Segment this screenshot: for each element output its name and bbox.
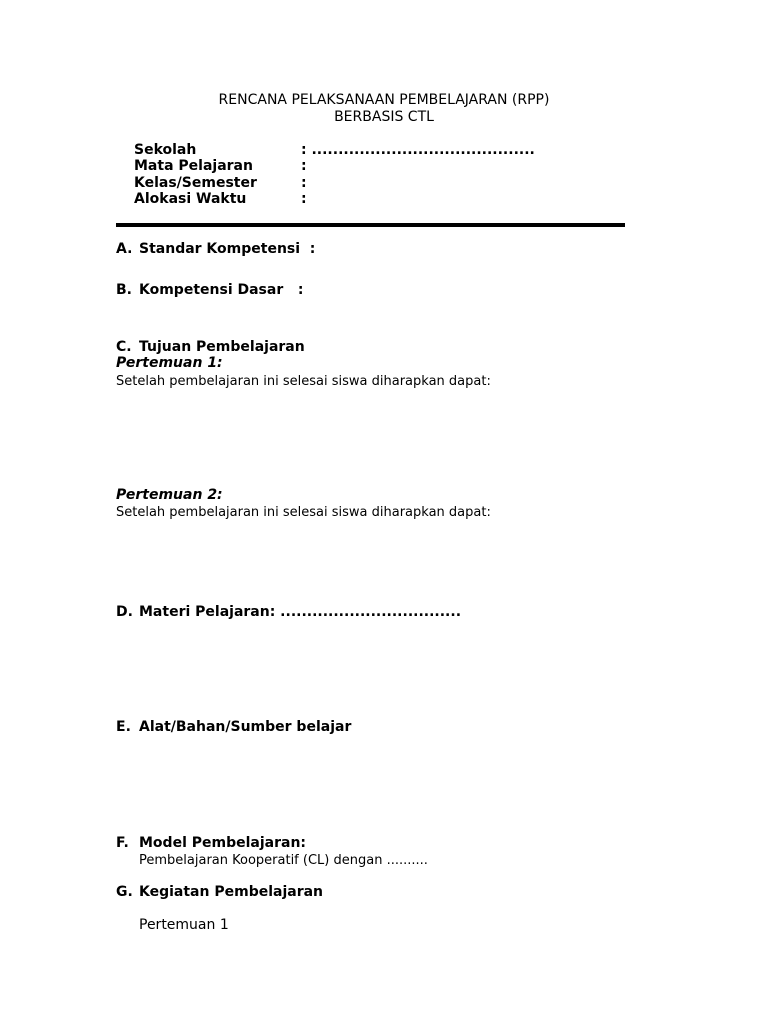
meeting-2-heading: Pertemuan 2: — [116, 487, 223, 503]
section-d-letter: D. — [116, 604, 133, 620]
school-label: Sekolah — [134, 142, 197, 158]
section-b-title: Kompetensi Dasar : — [139, 282, 304, 298]
section-e-title: Alat/Bahan/Sumber belajar — [139, 719, 352, 735]
school-value: : .......................................... — [301, 142, 535, 158]
section-f-title: Model Pembelajaran: — [139, 835, 307, 851]
document-title-line2: BERBASIS CTL — [334, 109, 434, 125]
section-b-letter: B. — [116, 282, 132, 298]
meeting-2-text: Setelah pembelajaran ini selesai siswa diharapkan dapat: — [116, 505, 491, 520]
section-c-title: Tujuan Pembelajaran — [139, 339, 305, 355]
time-allocation-value: : — [301, 191, 307, 207]
section-c-letter: C. — [116, 339, 132, 355]
section-e-letter: E. — [116, 719, 131, 735]
subject-value: : — [301, 158, 307, 174]
section-a-letter: A. — [116, 241, 133, 257]
section-g-meeting-1: Pertemuan 1 — [139, 917, 229, 933]
section-d-title: Materi Pelajaran: .................................. — [139, 604, 462, 620]
section-g-letter: G. — [116, 884, 133, 900]
section-f-letter: F. — [116, 835, 129, 851]
subject-label: Mata Pelajaran — [134, 158, 253, 174]
meeting-1-text: Setelah pembelajaran ini selesai siswa diharapkan dapat: — [116, 374, 491, 389]
document-title-line1: RENCANA PELAKSANAAN PEMBELAJARAN (RPP) — [218, 92, 550, 108]
class-semester-label: Kelas/Semester — [134, 175, 257, 191]
time-allocation-label: Alokasi Waktu — [134, 191, 247, 207]
class-semester-value: : — [301, 175, 307, 191]
header-divider — [116, 223, 625, 227]
section-a-title: Standar Kompetensi : — [139, 241, 316, 257]
section-f-text: Pembelajaran Kooperatif (CL) dengan .......... — [139, 853, 428, 868]
section-g-title: Kegiatan Pembelajaran — [139, 884, 324, 900]
meeting-1-heading: Pertemuan 1: — [116, 355, 223, 371]
